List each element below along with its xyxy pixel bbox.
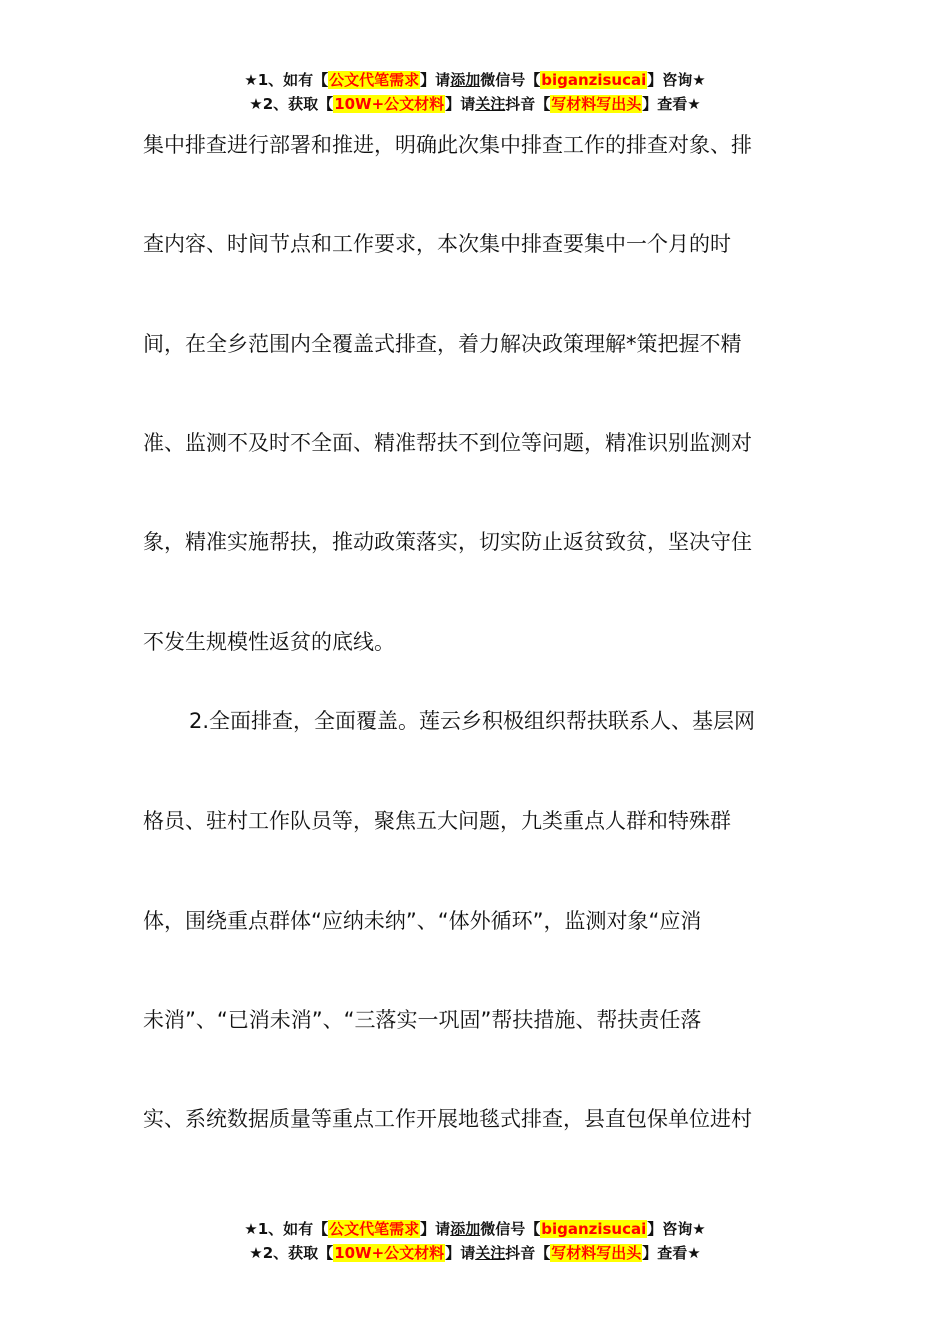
- highlight-text: 写材料写出头: [551, 95, 642, 113]
- highlight-text: 10W+公文材料: [334, 1244, 445, 1262]
- banner-text: 微信号【: [480, 1220, 541, 1238]
- banner-text: ★2、获取【: [249, 95, 334, 113]
- banner-text: ★1、如有【: [244, 1220, 329, 1238]
- banner-text: 微信号【: [480, 71, 541, 89]
- body-line: 集中排查进行部署和推进，明确此次集中排查工作的排查对象、排: [143, 133, 752, 157]
- banner-text: 抖音【: [505, 95, 551, 113]
- banner-text: ★2、获取【: [249, 1244, 334, 1262]
- body-line: 准、监测不及时不全面、精准帮扶不到位等问题，精准识别监测对: [143, 431, 752, 455]
- body-line: 未消”、“已消未消”、“三落实一巩固”帮扶措施、帮扶责任落: [143, 1008, 702, 1032]
- footer-line-1: [0, 1217, 950, 1241]
- body-line: 格员、驻村工作队员等，聚焦五大问题，九类重点人群和特殊群: [143, 809, 731, 833]
- banner-text: 】查看★: [642, 1244, 701, 1262]
- banner-text: 抖音【: [505, 1244, 551, 1262]
- body-line: 体，围绕重点群体“应纳未纳”、“体外循环”，监测对象“应消: [143, 909, 702, 933]
- highlight-text: 公文代笔需求: [329, 1220, 420, 1238]
- banner-text: 】请: [445, 95, 476, 113]
- body-line: 实、系统数据质量等重点工作开展地毯式排查，县直包保单位进村: [143, 1107, 752, 1131]
- banner-text: 】咨询★: [647, 1220, 706, 1238]
- body-line: 不发生规模性返贫的底线。: [143, 630, 395, 654]
- body-line: 间，在全乡范围内全覆盖式排查，着力解决政策理解*策把握不精: [143, 332, 742, 356]
- banner-text: 】请: [445, 1244, 476, 1262]
- highlight-text: 公文代笔需求: [329, 71, 420, 89]
- banner-text: 】查看★: [642, 95, 701, 113]
- body-line: 查内容、时间节点和工作要求，本次集中排查要集中一个月的时: [143, 232, 731, 256]
- banner-text: 】咨询★: [647, 71, 706, 89]
- highlight-text: 写材料写出头: [551, 1244, 642, 1262]
- banner-text: ★1、如有【: [244, 71, 329, 89]
- footer-line-2: [0, 1241, 950, 1265]
- header-line-1: [0, 68, 950, 92]
- banner-text: 】请: [420, 1220, 451, 1238]
- underlined-text: 添加: [450, 71, 481, 89]
- body-line: 象，精准实施帮扶，推动政策落实，切实防止返贫致贫，坚决守住: [143, 530, 752, 554]
- underlined-text: 关注: [475, 95, 506, 113]
- underlined-text: 添加: [450, 1220, 481, 1238]
- highlight-text: 10W+公文材料: [334, 95, 445, 113]
- highlight-text: biganzisucai: [541, 71, 647, 89]
- header-banner: [0, 68, 950, 116]
- body-line: 2.全面排查，全面覆盖。莲云乡积极组织帮扶联系人、基层网: [189, 709, 756, 733]
- header-line-2: [0, 92, 950, 116]
- highlight-text: biganzisucai: [541, 1220, 647, 1238]
- banner-text: 】请: [420, 71, 451, 89]
- underlined-text: 关注: [475, 1244, 506, 1262]
- footer-banner: [0, 1217, 950, 1265]
